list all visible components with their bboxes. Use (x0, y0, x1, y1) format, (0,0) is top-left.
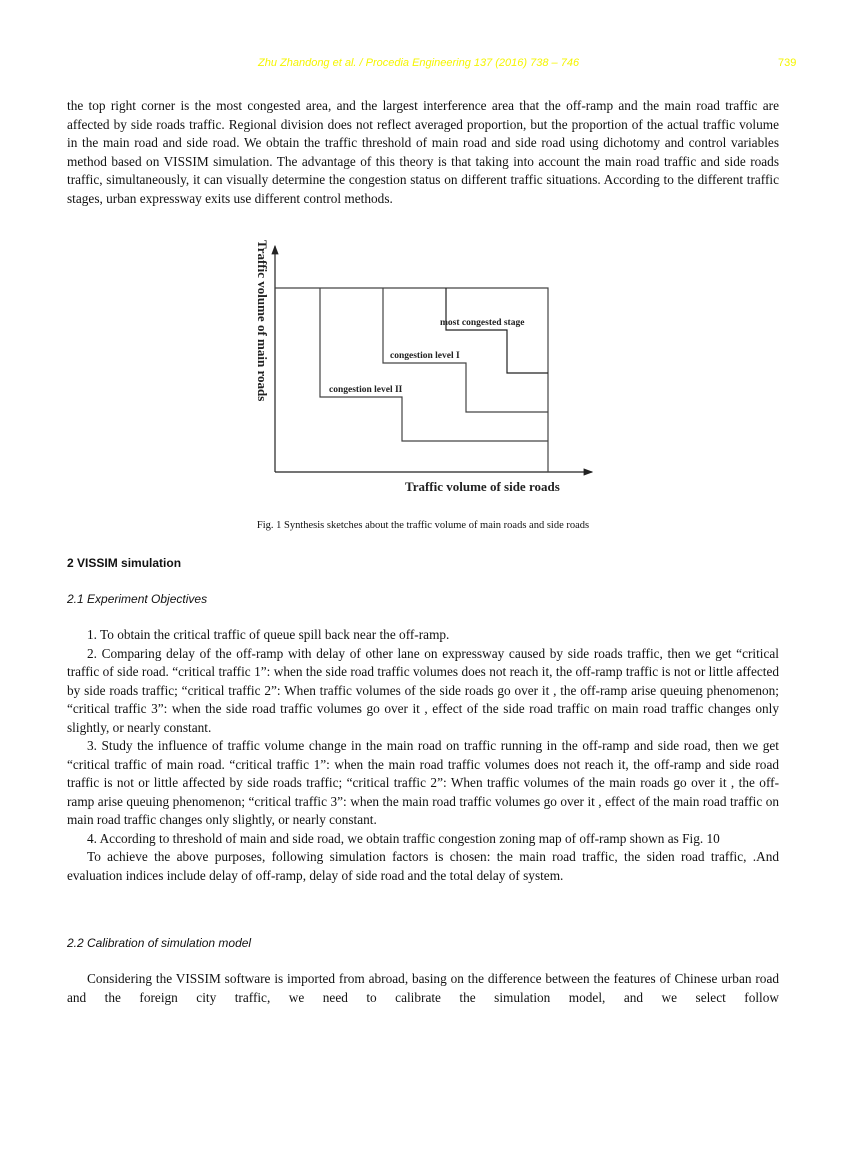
region-label-most-congested: most congested stage (440, 318, 525, 328)
page-number: 739 (778, 57, 797, 69)
subsection-heading-calibration: 2.2 Calibration of simulation model (67, 936, 252, 950)
y-axis-label: Traffic volume of main roads (255, 240, 270, 402)
objective-item: 4. According to threshold of main and side road, we obtain traffic congestion zoning map of off-ramp shown as Fig. 10 (87, 830, 720, 846)
figure-caption: Fig. 1 Synthesis sketches about the traffic volume of main roads and side roads (256, 520, 590, 531)
calibration-paragraph: Considering the VISSIM software is imported from abroad, basing on the difference between the features of Chinese urban road and the foreign city traffic, we need to calibrate the simulation model, and we select follow (67, 971, 779, 1005)
figure-1-diagram (0, 0, 846, 520)
intro-paragraph: the top right corner is the most congested area, and the largest interference area that the off-ramp and the main road traffic are affected by side roads traffic. Regional division does not reflect averaged proportion, but the proportion of the actual traffic volume in the main road and side road. We obtain the traffic threshold of main road and side road using dichotomy and control variables method based on VISSIM simulation. The advantage of this theory is that taking into account the main road traffic and side roads traffic, simultaneously, it can visually determine the congestion status on different traffic situations. According to the different traffic stages, urban expressway exits use different control methods. (67, 98, 779, 206)
boundary-congestion-level-2 (320, 288, 548, 441)
objective-item: 3. Study the influence of traffic volume change in the main road on traffic running in the off-ramp and side road, then we get “critical traffic of main road. “critical traffic 1”: when the main road traffic volumes does not reach it, the off-ramp and side road traffic is not or little affected by side roads traffic; “critical traffic 2”: When traffic volumes of the main roads go over it , the off-ramp arise queuing phenomenon; “critical traffic 3”: when the main road traffic volumes go over it , effect of the main road traffic on main road traffic changes only slightly, or nearly constant. (67, 738, 779, 827)
outer-boundary (275, 288, 548, 472)
x-axis-label: Traffic volume of side roads (405, 479, 560, 494)
subsection-heading-objectives: 2.1 Experiment Objectives (67, 592, 208, 606)
objectives-list (67, 626, 779, 885)
header-citation: Zhu Zhandong et al. / Procedia Engineering 137 (2016) 738 – 746 (258, 57, 580, 69)
objective-item: 2. Comparing delay of the off-ramp with delay of other lane on expressway caused by side roads traffic, then we get “critical traffic of side road. “critical traffic 1”: when the side road traffic volumes does not reach it, the off-ramp traffic is not or little affected by side roads traffic; “critical traffic 2”: When traffic volumes of the side roads go over it , the off-ramp arise queuing phenomenon; “critical traffic 3”: when the side road traffic volumes go over it , effect of the side road traffic on main road traffic changes only slightly, or nearly constant. (67, 645, 779, 735)
boundary-most-congested (446, 288, 548, 373)
purpose-paragraph: To achieve the above purposes, following simulation factors is chosen: the main road traffic, the siden road traffic, .And evaluation indices include delay of off-ramp, delay of side road and the total delay of system. (67, 849, 779, 883)
section-heading: 2 VISSIM simulation (67, 556, 182, 570)
region-label-level-1: congestion level I (390, 351, 460, 361)
region-label-level-2: congestion level II (329, 385, 403, 395)
boundary-congestion-level-1 (383, 288, 548, 412)
objective-item: 1. To obtain the critical traffic of queue spill back near the off-ramp. (87, 627, 450, 642)
calibration-block (67, 970, 779, 1007)
